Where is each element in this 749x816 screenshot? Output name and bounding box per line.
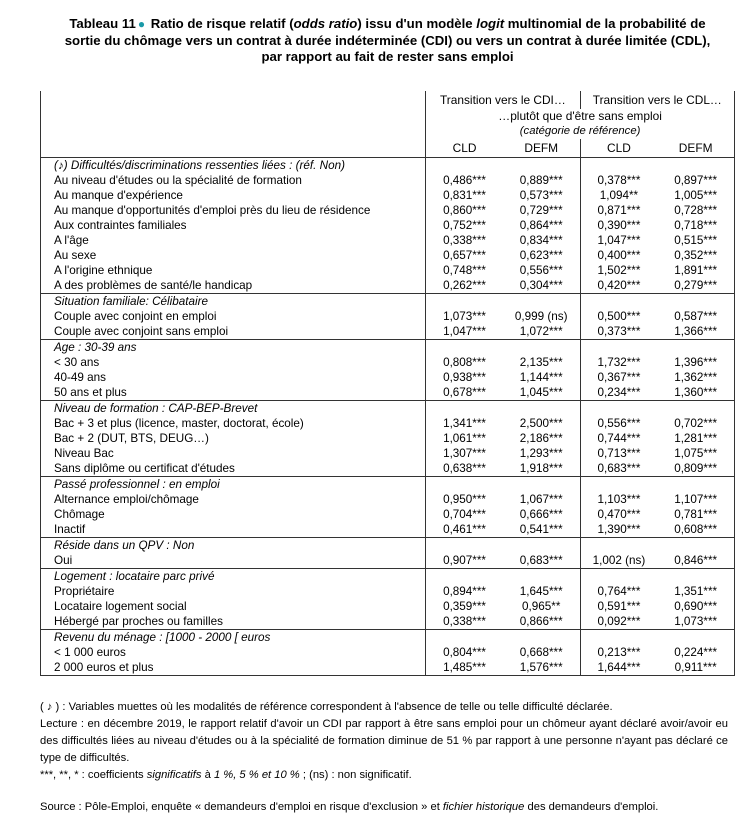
empty-cell xyxy=(503,629,580,645)
section-label: Logement : locataire parc privé xyxy=(41,568,426,584)
value-cell: 1,005*** xyxy=(674,188,718,202)
table-row xyxy=(41,309,735,324)
value-cell: 0,587*** xyxy=(674,309,718,323)
row-label: Au sexe xyxy=(41,248,426,263)
value-cell: 1,293*** xyxy=(503,446,580,461)
row-label: A l'origine ethnique xyxy=(41,263,426,278)
empty-cell xyxy=(503,293,580,309)
header-subtitle: …plutôt que d'être sans emploi xyxy=(498,109,662,123)
value-cell: 1,576*** xyxy=(503,660,580,676)
value-cell: 0,461*** xyxy=(443,522,486,536)
empty-cell xyxy=(657,339,734,355)
section-header-row xyxy=(41,400,735,416)
value-cell: 1,732*** xyxy=(597,355,641,369)
value-cell: 1,073*** xyxy=(674,614,718,628)
value-cell: 1,073*** xyxy=(443,309,486,323)
value-cell: 0,950*** xyxy=(443,492,486,506)
empty-cell xyxy=(503,568,580,584)
value-cell: 0,748*** xyxy=(443,263,486,277)
footnote-lecture: Lecture : en décembre 2019, le rapport relatif d'avoir un CDI par rapport à être sans emploi pour un chômeur ayant déclaré avoir/avoir eu des difficultés liées au niveau d'études ou à la spécialité de formation diminue de 51 % par rapport à une personne n'ayant pas déclaré ce type de difficultés. xyxy=(40,717,728,764)
section-label: Revenu du ménage : [1000 - 2000 [ euros xyxy=(41,629,426,645)
table-row xyxy=(41,660,735,676)
table-row xyxy=(41,218,735,233)
table-row xyxy=(41,522,735,538)
value-cell: 0,728*** xyxy=(674,203,718,217)
value-cell: 0,831*** xyxy=(443,188,486,202)
value-cell: 1,502*** xyxy=(597,263,641,277)
value-cell: 0,781*** xyxy=(674,507,718,521)
value-cell: 0,718*** xyxy=(674,218,718,232)
value-cell: 1,144*** xyxy=(503,370,580,385)
value-cell: 0,744*** xyxy=(597,431,641,445)
value-cell: 1,107*** xyxy=(674,492,718,506)
value-cell: 0,359*** xyxy=(443,599,486,613)
value-cell: 1,644*** xyxy=(597,660,641,674)
value-cell: 1,067*** xyxy=(503,492,580,507)
value-cell: 0,666*** xyxy=(503,507,580,522)
row-label: 40-49 ans xyxy=(41,370,426,385)
section-label: Réside dans un QPV : Non xyxy=(41,537,426,553)
value-cell: 0,683*** xyxy=(503,553,580,569)
value-cell: 0,500*** xyxy=(597,309,641,323)
table-row xyxy=(41,370,735,385)
value-cell: 0,657*** xyxy=(443,248,486,262)
value-cell: 0,352*** xyxy=(674,248,718,262)
value-cell: 0,213*** xyxy=(597,645,641,659)
empty-cell xyxy=(580,339,657,355)
significance-text-3: ; (ns) : non significatif. xyxy=(299,768,412,781)
row-label: Au manque d'expérience xyxy=(41,188,426,203)
empty-cell xyxy=(426,157,503,173)
value-cell: 0,420*** xyxy=(597,278,641,292)
table-row xyxy=(41,461,735,477)
table-row xyxy=(41,385,735,401)
section-header-row xyxy=(41,157,735,173)
row-label: Hébergé par proches ou familles xyxy=(41,614,426,630)
section-header-row xyxy=(41,537,735,553)
value-cell: 0,678*** xyxy=(443,385,486,399)
value-cell: 0,092*** xyxy=(597,614,641,628)
value-cell: 1,351*** xyxy=(674,584,718,598)
value-cell: 0,262*** xyxy=(443,278,486,292)
table-row xyxy=(41,416,735,431)
value-cell: 0,889*** xyxy=(503,173,580,188)
value-cell: 0,638*** xyxy=(443,461,486,475)
empty-cell xyxy=(426,293,503,309)
empty-cell xyxy=(503,400,580,416)
value-cell: 0,470*** xyxy=(597,507,641,521)
header-label-spacer xyxy=(41,91,426,158)
title-italic-logit: logit xyxy=(476,16,505,31)
value-cell: 1,075*** xyxy=(674,446,718,460)
source-italic: fichier historique xyxy=(442,800,525,813)
value-cell: 0,894*** xyxy=(443,584,486,598)
row-label: Au manque d'opportunités d'emploi près du lieu de résidence xyxy=(41,203,426,218)
row-label: A des problèmes de santé/le handicap xyxy=(41,278,426,294)
section-label: Passé professionnel : en emploi xyxy=(41,476,426,492)
table-row xyxy=(41,614,735,630)
table-row xyxy=(41,431,735,446)
table-body xyxy=(41,157,735,675)
value-cell: 0,864*** xyxy=(503,218,580,233)
value-cell: 0,752*** xyxy=(443,218,486,232)
group-header-cdi: Transition vers le CDI… xyxy=(426,91,580,109)
source-text-2: des demandeurs d'emploi. xyxy=(524,800,659,813)
value-cell: 1,281*** xyxy=(674,431,718,445)
value-cell: 0,808*** xyxy=(443,355,486,369)
row-label: Sans diplôme ou certificat d'études xyxy=(41,461,426,477)
empty-cell xyxy=(580,476,657,492)
title-text-2: ) issu d'un modèle xyxy=(357,16,477,31)
column-header-defm-cdi: DEFM xyxy=(503,139,580,158)
table-number: Tableau 11 xyxy=(69,16,136,31)
row-label: Chômage xyxy=(41,507,426,522)
value-cell: 1,891*** xyxy=(674,263,718,277)
value-cell: 0,279*** xyxy=(674,278,718,292)
section-header-row xyxy=(41,568,735,584)
value-cell: 1,485*** xyxy=(443,660,486,674)
row-label: < 30 ans xyxy=(41,355,426,370)
value-cell: 0,390*** xyxy=(597,218,641,232)
value-cell: 0,515*** xyxy=(674,233,718,247)
value-cell: 0,668*** xyxy=(503,645,580,660)
value-cell: 0,338*** xyxy=(443,233,486,247)
row-label: Inactif xyxy=(41,522,426,538)
table-row xyxy=(41,446,735,461)
empty-cell xyxy=(657,537,734,553)
value-cell: 0,834*** xyxy=(503,233,580,248)
empty-cell xyxy=(580,629,657,645)
value-cell: 1,094** xyxy=(599,188,639,202)
row-label: Bac + 2 (DUT, BTS, DEUG…) xyxy=(41,431,426,446)
empty-cell xyxy=(580,293,657,309)
value-cell: 0,556*** xyxy=(597,416,641,430)
value-cell: 1,061*** xyxy=(443,431,486,445)
table-row xyxy=(41,553,735,569)
empty-cell xyxy=(426,339,503,355)
empty-cell xyxy=(503,537,580,553)
table-row xyxy=(41,507,735,522)
table-row xyxy=(41,248,735,263)
table-row xyxy=(41,645,735,660)
empty-cell xyxy=(503,339,580,355)
empty-cell xyxy=(503,476,580,492)
value-cell: 1,072*** xyxy=(503,324,580,340)
value-cell: 1,341*** xyxy=(443,416,486,430)
value-cell: 1,307*** xyxy=(443,446,486,460)
empty-cell xyxy=(426,400,503,416)
section-label: Niveau de formation : CAP-BEP-Brevet xyxy=(41,400,426,416)
value-cell: 1,645*** xyxy=(503,584,580,599)
value-cell: 0,623*** xyxy=(503,248,580,263)
empty-cell xyxy=(657,629,734,645)
value-cell: 0,860*** xyxy=(443,203,486,217)
value-cell: 0,304*** xyxy=(503,278,580,294)
empty-cell xyxy=(657,476,734,492)
table-row xyxy=(41,324,735,340)
value-cell: 2,135*** xyxy=(503,355,580,370)
section-header-row xyxy=(41,629,735,645)
significance-italic-2: 1 %, 5 % et 10 % xyxy=(213,768,300,781)
table-row xyxy=(41,584,735,599)
value-cell: 1,366*** xyxy=(674,324,718,338)
value-cell: 0,911*** xyxy=(674,660,717,674)
value-cell: 0,367*** xyxy=(597,370,641,384)
value-cell: 1,047*** xyxy=(443,324,486,338)
value-cell: 0,338*** xyxy=(443,614,486,628)
value-cell: 0,704*** xyxy=(443,507,486,521)
table-row xyxy=(41,188,735,203)
section-label: (♪) Difficultés/discriminations ressenties liées : (réf. Non) xyxy=(41,157,426,173)
title-text-1: Ratio de risque relatif ( xyxy=(147,16,294,31)
value-cell: 1,002 (ns) xyxy=(592,553,646,567)
value-cell: 0,702*** xyxy=(674,416,718,430)
empty-cell xyxy=(426,568,503,584)
value-cell: 0,400*** xyxy=(597,248,641,262)
value-cell: 0,683*** xyxy=(597,461,641,475)
empty-cell xyxy=(580,568,657,584)
table-row xyxy=(41,203,735,218)
row-label: A l'âge xyxy=(41,233,426,248)
footnote-marker-icon: (♪) xyxy=(54,158,71,172)
header-reference-note: (catégorie de référence) xyxy=(519,125,641,137)
value-cell: 1,390*** xyxy=(597,522,641,536)
odds-ratio-table xyxy=(40,91,735,676)
row-label: Oui xyxy=(41,553,426,569)
page-title xyxy=(55,16,720,66)
value-cell: 0,871*** xyxy=(597,203,641,217)
empty-cell xyxy=(503,157,580,173)
row-label: Bac + 3 et plus (licence, master, doctorat, école) xyxy=(41,416,426,431)
table-row xyxy=(41,173,735,188)
value-cell: 0,234*** xyxy=(597,385,641,399)
section-header-row xyxy=(41,476,735,492)
value-cell: 1,103*** xyxy=(597,492,641,506)
value-cell: 1,360*** xyxy=(674,385,718,399)
table-row xyxy=(41,278,735,294)
accent-bullet-icon: ● xyxy=(137,17,146,31)
empty-cell xyxy=(426,537,503,553)
value-cell: 0,224*** xyxy=(674,645,718,659)
value-cell: 0,866*** xyxy=(503,614,580,630)
row-label: Au niveau d'études ou la spécialité de formation xyxy=(41,173,426,188)
row-label: 50 ans et plus xyxy=(41,385,426,401)
row-label: < 1 000 euros xyxy=(41,645,426,660)
row-label: Couple avec conjoint en emploi xyxy=(41,309,426,324)
value-cell: 0,897*** xyxy=(674,173,718,187)
value-cell: 0,846*** xyxy=(674,553,718,567)
value-cell: 0,378*** xyxy=(597,173,641,187)
empty-cell xyxy=(580,537,657,553)
value-cell: 1,362*** xyxy=(674,370,718,384)
value-cell: 0,999 (ns) xyxy=(503,309,580,324)
empty-cell xyxy=(580,400,657,416)
table-row xyxy=(41,355,735,370)
source-line xyxy=(40,799,728,816)
value-cell: 0,809*** xyxy=(674,461,718,475)
value-cell: 0,764*** xyxy=(597,584,641,598)
empty-cell xyxy=(580,157,657,173)
value-cell: 0,804*** xyxy=(443,645,486,659)
significance-italic-1: significatifs xyxy=(146,768,202,781)
value-cell: 0,556*** xyxy=(503,263,580,278)
group-header-cdl: Transition vers le CDL… xyxy=(592,92,722,107)
footnote-dummy-text: : Variables muettes où les modalités de référence correspondent à l'absence de telle ou telle difficulté déclarée. xyxy=(59,700,613,713)
empty-cell xyxy=(426,476,503,492)
row-label: Alternance emploi/chômage xyxy=(41,492,426,507)
row-label: Locataire logement social xyxy=(41,599,426,614)
footnote-significance xyxy=(40,767,728,784)
row-label: Couple avec conjoint sans emploi xyxy=(41,324,426,340)
table-row xyxy=(41,599,735,614)
value-cell: 0,729*** xyxy=(503,203,580,218)
column-header-cld-cdl: CLD xyxy=(607,140,631,155)
value-cell: 1,918*** xyxy=(503,461,580,477)
row-label: 2 000 euros et plus xyxy=(41,660,426,676)
column-header-defm-cdl: DEFM xyxy=(678,140,713,155)
value-cell: 2,186*** xyxy=(503,431,580,446)
row-label: Aux contraintes familiales xyxy=(41,218,426,233)
value-cell: 0,713*** xyxy=(597,446,641,460)
value-cell: 0,938*** xyxy=(443,370,486,384)
section-label: Age : 30-39 ans xyxy=(41,339,426,355)
footnote-dummy-variables xyxy=(40,699,728,716)
value-cell: 0,965** xyxy=(503,599,580,614)
footnote-marker: ( ♪ ) xyxy=(40,700,60,713)
value-cell: 1,396*** xyxy=(674,355,718,369)
title-text-3: multinomial de la probabilité de sortie du chômage vers un contrat à durée indéterminée (CDI) ou vers un contrat à durée limitée (CDL), par rapport au fait de rester sans emploi xyxy=(64,16,711,64)
table-row xyxy=(41,492,735,507)
value-cell: 2,500*** xyxy=(503,416,580,431)
table-header xyxy=(41,91,735,158)
section-label: Situation familiale: Célibataire xyxy=(41,293,426,309)
value-cell: 0,690*** xyxy=(674,599,718,613)
empty-cell xyxy=(657,568,734,584)
section-header-row xyxy=(41,293,735,309)
value-cell: 1,045*** xyxy=(503,385,580,401)
value-cell: 0,907*** xyxy=(443,553,486,567)
empty-cell xyxy=(657,157,734,173)
row-label: Niveau Bac xyxy=(41,446,426,461)
row-label: Propriétaire xyxy=(41,584,426,599)
title-italic-odds-ratio: odds ratio xyxy=(293,16,358,31)
footnotes xyxy=(40,699,728,816)
value-cell: 0,541*** xyxy=(503,522,580,538)
value-cell: 1,047*** xyxy=(597,233,641,247)
significance-text-1: ***, **, * : coefficients xyxy=(40,768,147,781)
empty-cell xyxy=(657,400,734,416)
value-cell: 0,486*** xyxy=(443,173,486,187)
table-row xyxy=(41,233,735,248)
column-header-cld-cdi: CLD xyxy=(452,140,477,155)
value-cell: 0,573*** xyxy=(503,188,580,203)
value-cell: 0,608*** xyxy=(674,522,718,536)
empty-cell xyxy=(657,293,734,309)
table-row xyxy=(41,263,735,278)
value-cell: 0,373*** xyxy=(597,324,641,338)
empty-cell xyxy=(426,629,503,645)
value-cell: 0,591*** xyxy=(597,599,641,613)
section-header-row xyxy=(41,339,735,355)
significance-text-2: à xyxy=(201,768,214,781)
source-text-1: Source : Pôle-Emploi, enquête « demandeurs d'emploi en risque d'exclusion » et xyxy=(40,800,443,813)
